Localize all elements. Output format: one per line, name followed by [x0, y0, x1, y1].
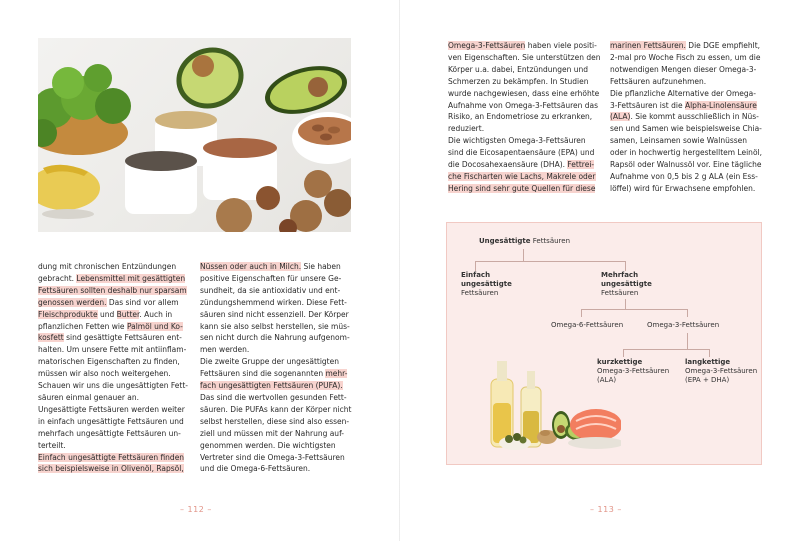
text-line: matorischen Eigenschaften zu finden, — [38, 357, 180, 367]
text-line — [38, 452, 198, 464]
connector-line — [687, 333, 688, 349]
highlight: che Fischarten wie Lachs, Makrele oder — [448, 171, 596, 181]
text-line: Aufnahme von Omega-3-Fettsäuren das — [448, 100, 599, 110]
text-line: mehrfach ungesättigte Fettsäuren un- — [38, 428, 181, 438]
oil-bottle-icon — [491, 361, 513, 447]
diagram-node-long-chain: langkettige Omega-3-Fettsäuren (EPA + DHA) — [685, 358, 758, 384]
text-line: sundheit, da sie antioxidativ und ent- — [200, 285, 341, 295]
text-line: samen, Leinsamen sowie Walnüssen — [610, 136, 748, 146]
fatty-acid-diagram — [446, 222, 762, 465]
right-column-1 — [448, 40, 608, 195]
connector-line — [623, 349, 624, 357]
text-line: säuren. Die PUFAs kann der Körper nicht — [200, 404, 352, 414]
text-line: sen und Samen wie beispielsweise Chia- — [610, 124, 762, 134]
text-line: in einfach ungesättigte Fettsäuren und — [38, 416, 184, 426]
highlight: Fettrei- — [567, 160, 595, 170]
highlight: Palmöl und Ko- — [126, 321, 183, 331]
text-line: gebracht. Lebensmittel mit gesättigten — [38, 273, 186, 283]
diagram-node-omega3: Omega-3-Fettsäuren — [647, 321, 720, 329]
highlight: Nüssen oder auch in Milch. — [200, 262, 302, 271]
highlight: Alpha-Linolensäure — [684, 100, 757, 110]
connector-line — [475, 261, 476, 271]
text-line: Risiko, an Endometriose zu erkranken, — [448, 112, 593, 122]
text-line: Nüssen oder auch in Milch. Sie haben — [200, 262, 341, 271]
salmon-icon — [568, 409, 621, 449]
text-line: zündungshemmend wirken. Diese Fett- — [200, 297, 347, 307]
diagram-root-node: Ungesättigte Fettsäuren — [479, 237, 571, 245]
text-line: Die zweite Gruppe der ungesättigten — [200, 357, 339, 367]
text-line: sind die Eicosapentaensäure (EPA) und — [448, 148, 595, 158]
highlight: Hering sind sehr gute Quellen für diese — [448, 183, 596, 193]
text-line: Rapsöl oder Walnussöl vor. Eine tägliche — [610, 160, 762, 170]
text-line: Die pflanzliche Alternative der Omega- — [610, 88, 756, 98]
left-column-2 — [200, 261, 362, 475]
connector-line — [687, 309, 688, 317]
connector-line — [581, 309, 687, 310]
healthy-fats-illustration — [38, 38, 351, 232]
text-line: dung mit chronischen Entzündungen — [38, 262, 177, 271]
highlight: Fettsäuren sollten deshalb nur sparsam — [38, 285, 187, 295]
text-line: Vertreter sind die Omega-3-Fettsäuren — [200, 452, 345, 462]
right-column-2 — [610, 40, 772, 195]
text-line: oder in hochwertig hergestelltem Leinöl, — [610, 148, 762, 158]
diagram-node-short-chain: kurzkettige Omega-3-Fettsäuren (ALA) — [597, 358, 670, 384]
highlight: genossen werden. — [38, 297, 107, 307]
text-line: Omega-3-Fettsäuren haben viele positi- — [448, 41, 597, 50]
text-line: reduziert. — [448, 124, 485, 134]
text-line: halten. Um unsere Fette mit antiinflam- — [38, 345, 187, 355]
highlight: Butter — [116, 309, 140, 319]
text-line: kann sie also selbst herstellen, sie müs- — [200, 321, 350, 331]
connector-line — [581, 309, 582, 317]
text-line: sen nicht durch die Nahrung aufgenom- — [200, 333, 350, 343]
text-line: kosfett sind gesättigte Fettsäuren ent- — [38, 333, 182, 343]
text-line: 3-Fettsäuren ist die Alpha-Linolensäure — [610, 100, 757, 110]
highlight: kosfett — [38, 333, 64, 343]
text-line: Fettsäuren sind die sogenannten mehr- — [200, 369, 348, 379]
text-line: ziell und müssen mit der Nahrung auf- — [200, 428, 345, 438]
connector-line — [709, 349, 710, 357]
connector-line — [475, 261, 625, 262]
text-line — [448, 183, 608, 195]
highlight: marinen Fettsäuren. — [610, 41, 686, 50]
text-line: Aufnahme von 0,5 bis 2 g ALA (ein Ess- — [610, 171, 758, 181]
text-line: genommen werden. Die wichtigsten — [200, 440, 336, 450]
text-line: marinen Fettsäuren. Die DGE empfiehlt, — [610, 41, 761, 50]
highlight: sich beispielsweise in Olivenöl, Rapsöl, — [38, 464, 184, 474]
highlight: fach ungesättigten Fettsäuren (PUFA). — [200, 381, 343, 391]
text-line — [38, 285, 198, 297]
page-number: – 113 – — [590, 505, 622, 514]
text-line — [448, 171, 608, 183]
text-line: Die wichtigsten Omega-3-Fettsäuren — [448, 136, 586, 146]
text-line — [38, 463, 198, 475]
text-line: Schmerzen zu bekämpfen. In Studien — [448, 76, 589, 86]
oil-carafe-icon — [38, 165, 100, 219]
text-line: löffel) wird für Erwachsene empfohlen. — [610, 183, 756, 193]
text-line: müssen wir also noch weitergehen. — [38, 369, 171, 379]
text-line: Das sind die wertvollen gesunden Fett- — [200, 392, 347, 402]
diagram-node-multi: Mehrfach ungesättigte Fettsäuren — [601, 271, 652, 297]
connector-line — [623, 349, 709, 350]
text-line: selbst herstellen, diese sind also essen- — [200, 416, 350, 426]
highlight: (ALA) — [610, 112, 631, 122]
text-line: Ungesättigte Fettsäuren werden weiter — [38, 404, 185, 414]
text-line: terteilt. — [38, 440, 66, 450]
healthy-fats-illustration — [481, 351, 621, 451]
text-line: wurde nachgewiesen, dass eine erhöhte — [448, 88, 600, 98]
text-line — [200, 380, 362, 392]
diagram-node-omega6: Omega-6-Fettsäuren — [551, 321, 624, 329]
text-line: ven Eigenschaften. Sie unterstützen den — [448, 52, 601, 62]
text-line: notwendigen Mengen dieser Omega-3- — [610, 64, 757, 74]
connector-line — [625, 299, 626, 309]
text-line: (ALA). Sie kommt ausschließlich in Nüs- — [610, 112, 759, 122]
text-line: säuren einmal genauer an. — [38, 392, 140, 402]
avocado-icon — [260, 58, 351, 122]
text-line: die Docosahexaensäure (DHA). Fettrei- — [448, 160, 595, 170]
avocado-icon — [168, 38, 252, 118]
text-line: genossen werden. Das sind vor allem — [38, 297, 179, 307]
left-column-1 — [38, 261, 198, 475]
page-number: – 112 – — [180, 505, 212, 514]
highlight: Einfach ungesättigte Fettsäuren finden — [38, 452, 185, 462]
text-line: positive Eigenschaften für unsere Ge- — [200, 273, 342, 283]
diagram-node-single: Einfach ungesättigte Fettsäuren — [461, 271, 512, 297]
highlight: Fleischprodukte — [38, 309, 98, 319]
text-line: säuren sind nicht essenziell. Der Körper — [200, 309, 349, 319]
highlight: Lebensmittel mit gesättigten — [76, 273, 186, 283]
highlight: mehr- — [325, 369, 348, 379]
text-line: Schauen wir uns die ungesättigten Fett- — [38, 381, 188, 391]
text-line: Fettsäuren aufzunehmen. — [610, 76, 707, 86]
text-line: 2-mal pro Woche Fisch zu essen, um die — [610, 52, 761, 62]
connector-line — [523, 249, 524, 261]
text-line: pflanzlichen Fetten wie Palmöl und Ko- — [38, 321, 183, 331]
text-line: Fleischprodukte und Butter. Auch in — [38, 309, 173, 319]
nut-bowl-icon — [292, 112, 351, 164]
seed-bowl-icon — [125, 151, 197, 214]
connector-line — [625, 261, 626, 271]
healthy-fats-photo — [38, 38, 351, 232]
text-line: Körper u.a. dabei, Entzündungen und — [448, 64, 589, 74]
text-line: und die Omega-6-Fettsäuren. — [200, 464, 311, 474]
highlight: Omega-3-Fettsäuren — [448, 41, 526, 50]
text-line: men werden. — [200, 345, 250, 355]
